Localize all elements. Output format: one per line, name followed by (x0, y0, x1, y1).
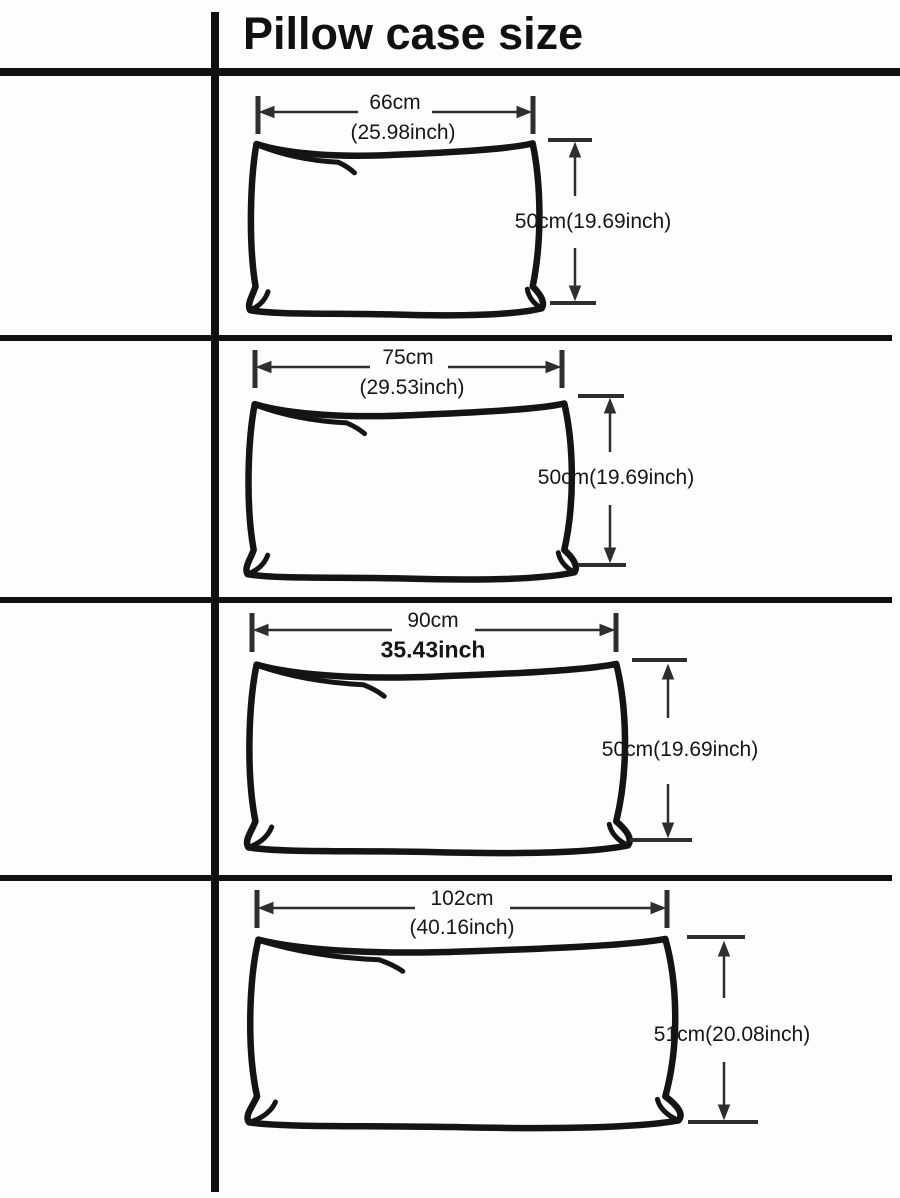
width-inch-label-2: (29.53inch) (359, 376, 465, 399)
height-label-1: 50cm(19.69inch) (514, 210, 672, 233)
pillow-outline-90cm (247, 664, 630, 853)
width-inch-label-3: 35.43inch (380, 636, 486, 663)
width-cm-label-3: 90cm (401, 609, 464, 633)
page-title: Pillow case size (243, 8, 584, 59)
pillow-outline-102cm (248, 939, 681, 1128)
width-cm-label-4: 102cm (424, 887, 499, 911)
pillow-outline-66cm (249, 143, 543, 315)
width-inch-label-4: (40.16inch) (409, 916, 515, 939)
height-label-3: 50cm(19.69inch) (601, 738, 759, 761)
width-inch-label-1: (25.98inch) (350, 121, 456, 144)
pillow-outline-75cm (246, 404, 575, 580)
width-cm-label-2: 75cm (376, 346, 439, 370)
width-cm-label-1: 66cm (363, 91, 426, 115)
height-label-2: 50cm(19.69inch) (537, 466, 695, 489)
height-label-4: 51cm(20.08inch) (653, 1023, 811, 1046)
